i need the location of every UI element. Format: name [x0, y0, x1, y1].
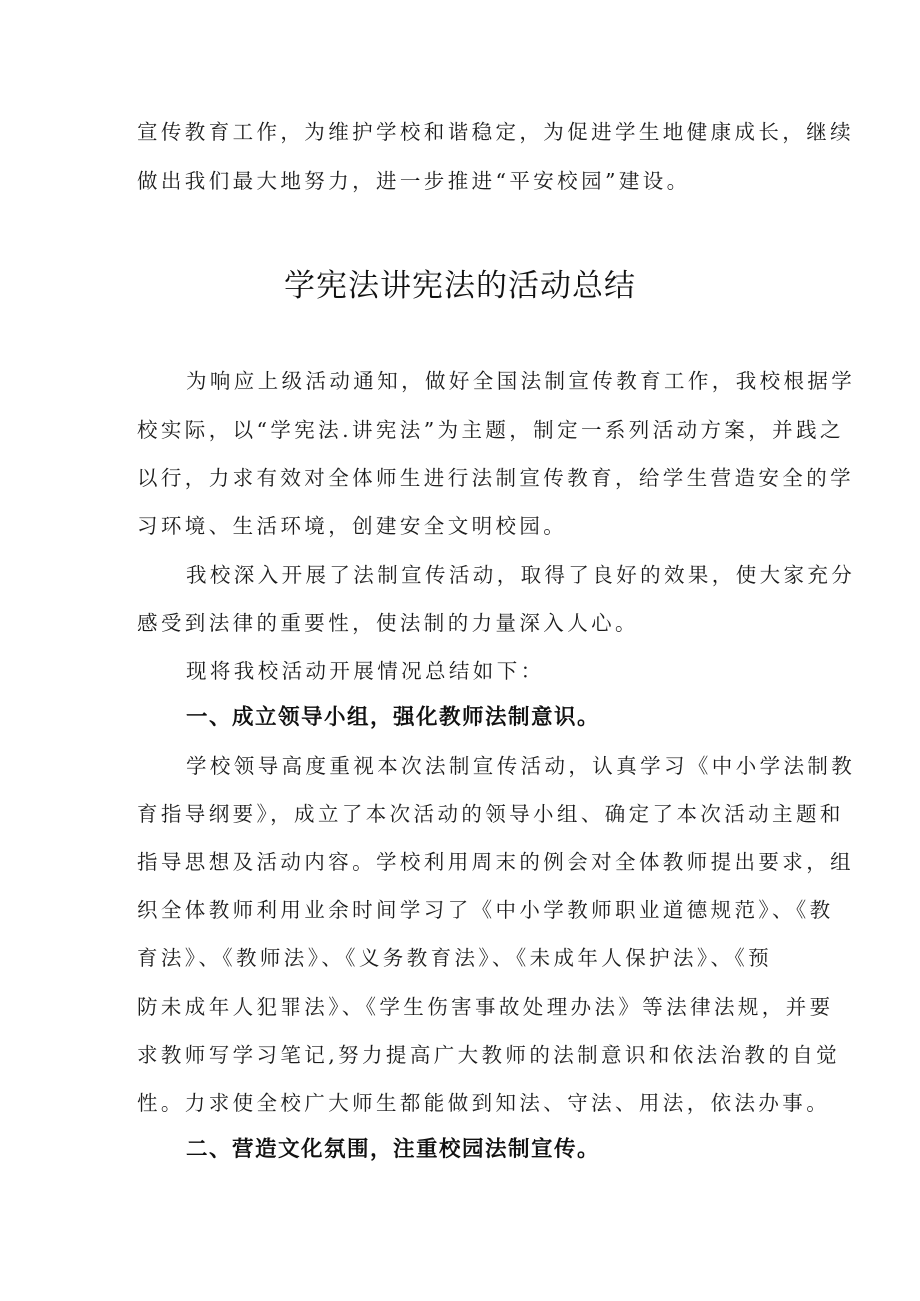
paragraph-line: 育指导纲要》，成立了本次活动的领导小组、确定了本次活动主题和	[137, 802, 844, 826]
intro-line: 宣传教育工作，为维护学校和谐稳定，为促进学生地健康成长，继续	[137, 120, 854, 144]
document-title: 学宪法讲宪法的活动总结	[284, 268, 636, 304]
paragraph-line: 育法》、《教师法》、《义务教育法》、《未成年人保护法》、《预	[137, 946, 772, 970]
paragraph-line: 感受到法律的重要性，使法制的力量深入人心。	[137, 611, 639, 635]
paragraph-line: 性。力求使全校广大师生都能做到知法、守法、用法，依法办事。	[137, 1091, 831, 1115]
section-heading-1: 一、成立领导小组，强化教师法制意识。	[186, 705, 601, 730]
paragraph-line: 指导思想及活动内容。学校利用周末的例会对全体教师提出要求，组	[137, 850, 854, 874]
paragraph-line: 织全体教师利用业余时间学习了《中小学教师职业道德规范》、《教	[137, 898, 834, 922]
section-heading-2: 二、营造文化氛围，注重校园法制宣传。	[186, 1137, 601, 1162]
paragraph-line: 防未成年人犯罪法》、《学生伤害事故处理办法》等法律法规，并要	[137, 995, 834, 1019]
paragraph-line: 以行，力求有效对全体师生进行法制宣传教育，给学生营造安全的学	[137, 466, 854, 490]
paragraph-line: 现将我校活动开展情况总结如下：	[186, 659, 545, 683]
paragraph-line: 求教师写学习笔记,努力提高广大教师的法制意识和依法治教的自觉	[137, 1043, 841, 1067]
paragraph-line: 我校深入开展了法制宣传活动，取得了良好的效果，使大家充分	[186, 563, 856, 587]
paragraph-line: 校实际，以“学宪法.讲宪法”为主题，制定一系列活动方案，并践之	[137, 418, 844, 442]
intro-line: 做出我们最大地努力，进一步推进“平安校园”建设。	[137, 169, 691, 193]
paragraph-line: 为响应上级活动通知，做好全国法制宣传教育工作，我校根据学	[186, 369, 856, 393]
paragraph-line: 学校领导高度重视本次法制宣传活动，认真学习《中小学法制教	[186, 754, 856, 778]
paragraph-line: 习环境、生活环境，创建安全文明校园。	[137, 514, 568, 538]
